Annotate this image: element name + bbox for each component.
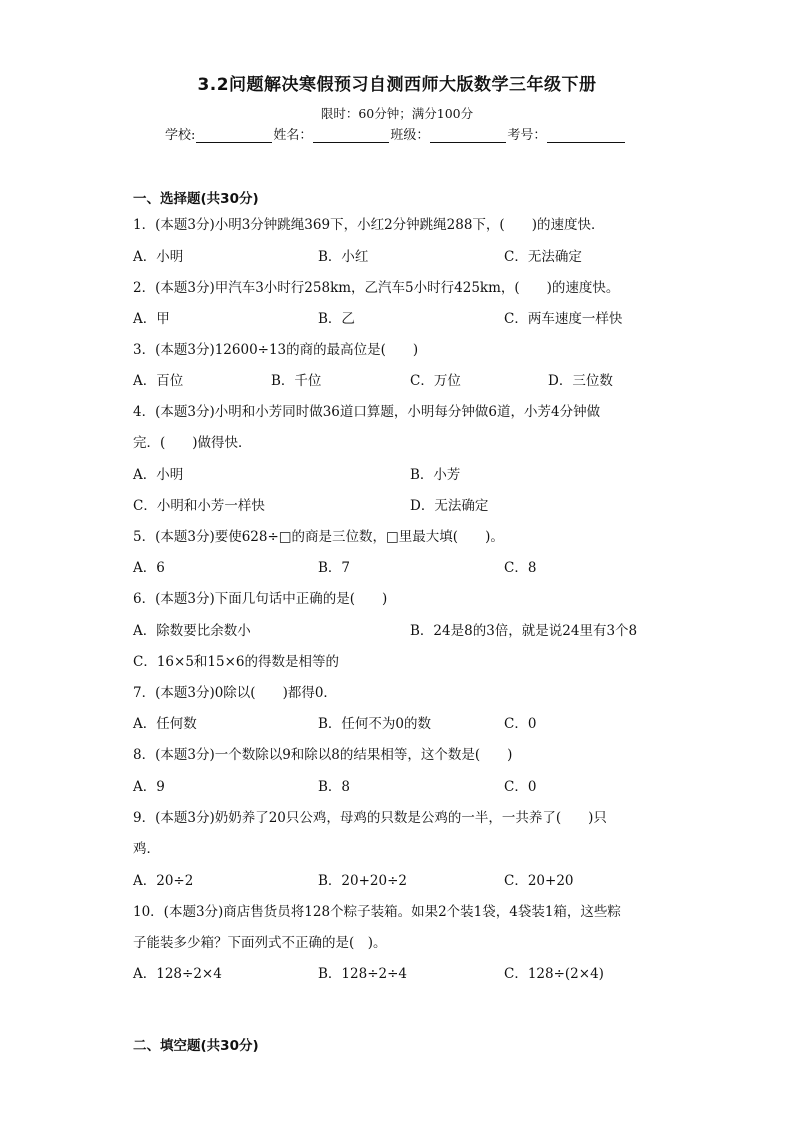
question-9-line-2: 鸡． bbox=[133, 841, 160, 857]
q4-option-b[interactable]: B．小芳 bbox=[410, 467, 461, 483]
q3-option-d[interactable]: D．三位数 bbox=[548, 373, 613, 389]
question-4-line-1: 4．(本题3分)小明和小芳同时做36道口算题，小明每分钟做6道，小芳4分钟做 bbox=[133, 404, 601, 420]
question-5: 5．(本题3分)要使628÷□的商是三位数，□里最大填( )。 bbox=[133, 529, 504, 545]
q8-option-b[interactable]: B．8 bbox=[318, 779, 351, 795]
q6-option-c[interactable]: C．16×5和15×6的得数是相等的 bbox=[133, 654, 339, 670]
question-7: 7．(本题3分)0除以( )都得0． bbox=[133, 685, 337, 701]
section-heading-fill-blank: 二、填空题(共30分) bbox=[133, 1038, 259, 1054]
q2-option-a[interactable]: A．甲 bbox=[133, 311, 170, 327]
q10-option-b[interactable]: B．128÷2÷4 bbox=[318, 966, 407, 982]
class-label: 班级： bbox=[390, 128, 430, 143]
student-info-row bbox=[165, 124, 626, 143]
q3-option-a[interactable]: A．百位 bbox=[133, 373, 184, 389]
q10-option-a[interactable]: A．128÷2×4 bbox=[133, 966, 222, 982]
q6-option-b[interactable]: B．24是8的3倍，就是说24里有3个8 bbox=[410, 623, 638, 639]
name-blank[interactable] bbox=[313, 128, 389, 143]
name-label: 姓名： bbox=[273, 128, 313, 143]
school-blank[interactable] bbox=[196, 128, 272, 143]
section-heading-choice: 一、选择题(共30分) bbox=[133, 191, 259, 207]
question-3: 3．(本题3分)12600÷13的商的最高位是( ) bbox=[133, 342, 419, 358]
q9-option-a[interactable]: A．20÷2 bbox=[133, 873, 194, 889]
exam-time-limit: 限时：60分钟；满分100分 bbox=[320, 106, 474, 121]
q1-option-c[interactable]: C．无法确定 bbox=[504, 249, 582, 265]
q8-option-a[interactable]: A．9 bbox=[133, 779, 165, 795]
question-4-line-2: 完．( )做得快． bbox=[133, 435, 252, 451]
q2-option-b[interactable]: B．乙 bbox=[318, 311, 355, 327]
q4-option-d[interactable]: D．无法确定 bbox=[410, 498, 489, 514]
question-10-line-1: 10．(本题3分)商店售货员将128个粽子装箱。如果2个装1袋，4袋装1箱，这些粽 bbox=[133, 904, 621, 920]
question-2: 2．(本题3分)甲汽车3小时行258km，乙汽车5小时行425km，( )的速度快。 bbox=[133, 280, 620, 296]
question-6: 6．(本题3分)下面几句话中正确的是( ) bbox=[133, 591, 388, 607]
q5-option-a[interactable]: A．6 bbox=[133, 560, 165, 576]
q7-option-a[interactable]: A．任何数 bbox=[133, 716, 197, 732]
q4-option-c[interactable]: C．小明和小芳一样快 bbox=[133, 498, 265, 514]
q1-option-a[interactable]: A．小明 bbox=[133, 249, 184, 265]
question-8: 8．(本题3分)一个数除以9和除以8的结果相等，这个数是( ) bbox=[133, 747, 513, 763]
number-label: 考号： bbox=[507, 128, 547, 143]
q8-option-c[interactable]: C．0 bbox=[504, 779, 537, 795]
q9-option-c[interactable]: C．20+20 bbox=[504, 873, 574, 889]
q9-option-b[interactable]: B．20+20÷2 bbox=[318, 873, 407, 889]
q3-option-b[interactable]: B．千位 bbox=[271, 373, 322, 389]
q4-option-a[interactable]: A．小明 bbox=[133, 467, 184, 483]
q1-option-b[interactable]: B．小红 bbox=[318, 249, 369, 265]
question-1: 1．(本题3分)小明3分钟跳绳369下，小红2分钟跳绳288下，( )的速度快． bbox=[133, 217, 605, 233]
number-blank[interactable] bbox=[547, 128, 625, 143]
page-title: 3.2问题解决寒假预习自测西师大版数学三年级下册 bbox=[197, 75, 597, 95]
q5-option-c[interactable]: C．8 bbox=[504, 560, 537, 576]
school-label: 学校: bbox=[165, 128, 196, 143]
q6-option-a[interactable]: A．除数要比余数小 bbox=[133, 623, 251, 639]
q2-option-c[interactable]: C．两车速度一样快 bbox=[504, 311, 623, 327]
question-10-line-2: 子能装多少箱？下面列式不正确的是( )。 bbox=[133, 935, 387, 951]
question-9-line-1: 9．(本题3分)奶奶养了20只公鸡，母鸡的只数是公鸡的一半，一共养了( )只 bbox=[133, 810, 607, 826]
q10-option-c[interactable]: C．128÷(2×4) bbox=[504, 966, 604, 982]
q3-option-c[interactable]: C．万位 bbox=[410, 373, 461, 389]
q7-option-c[interactable]: C．0 bbox=[504, 716, 537, 732]
q5-option-b[interactable]: B．7 bbox=[318, 560, 351, 576]
class-blank[interactable] bbox=[430, 128, 506, 143]
q7-option-b[interactable]: B．任何不为0的数 bbox=[318, 716, 432, 732]
